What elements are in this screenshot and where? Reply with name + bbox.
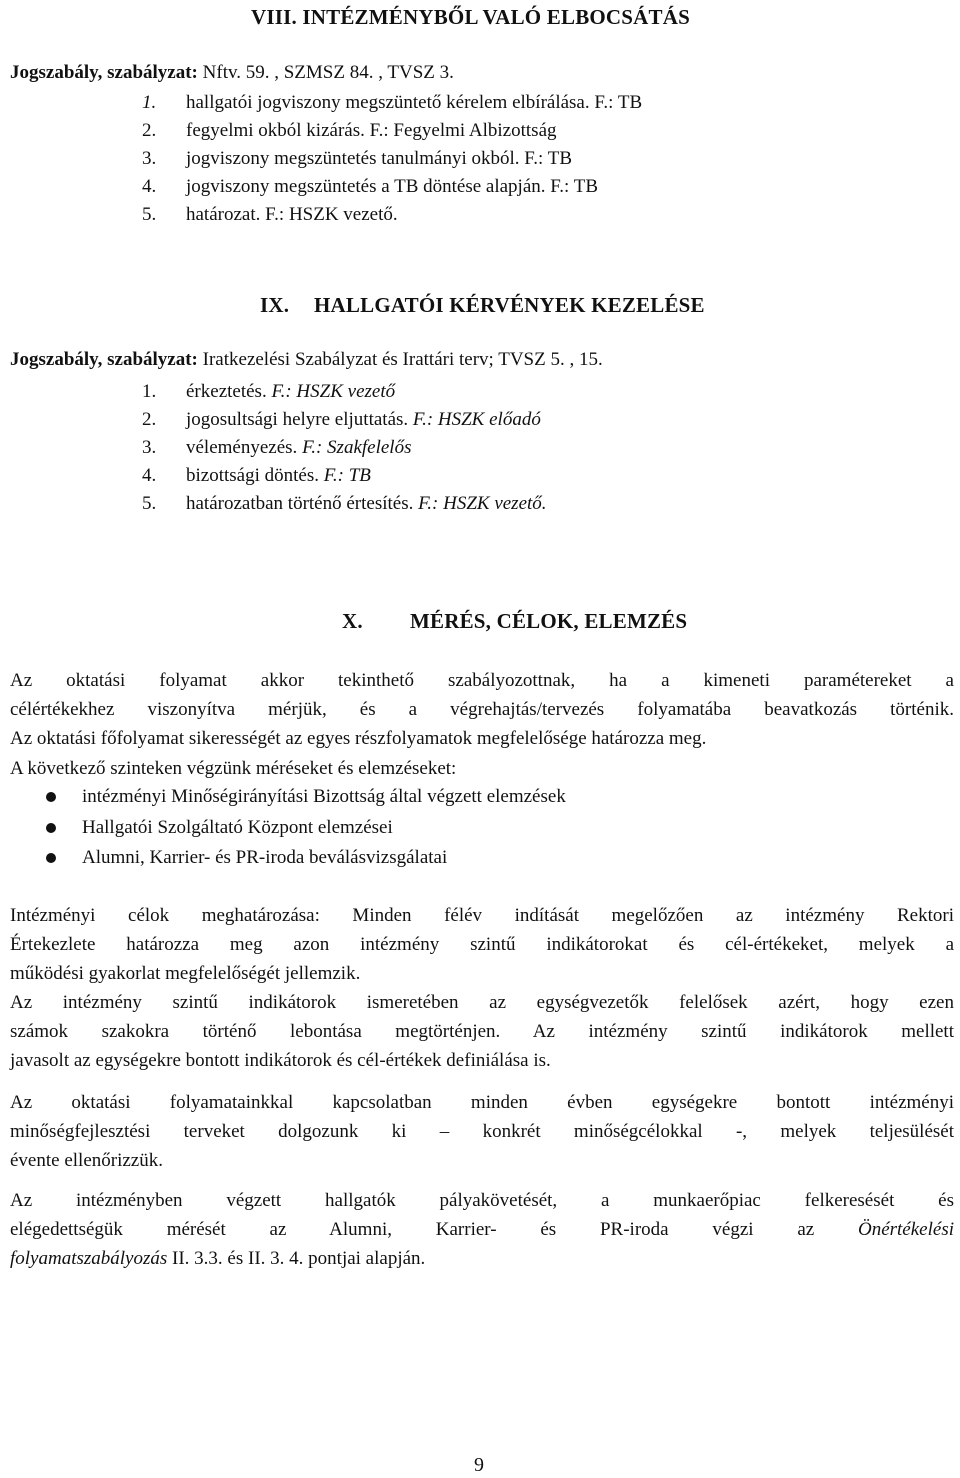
section-8-title: VIII. INTÉZMÉNYBŐL VALÓ ELBOCSÁTÁS bbox=[251, 5, 690, 29]
list-item: 3. jogviszony megszüntetés tanulmányi okból. F.: TB bbox=[142, 148, 573, 169]
section-10-title: X. MÉRÉS, CÉLOK, ELEMZÉS bbox=[342, 609, 688, 633]
law-text: Nftv. 59. , SZMSZ 84. , TVSZ 3. bbox=[197, 62, 454, 83]
section-9-law-line bbox=[10, 347, 603, 373]
list-item: 2. jogosultsági helyre eljuttatás. F.: HSZK előadó bbox=[142, 409, 541, 430]
list-item: 1. hallgatói jogviszony megszüntető kérelem elbírálása. F.: TB bbox=[142, 92, 643, 113]
page-number: 9 bbox=[474, 1454, 484, 1476]
bullet-icon bbox=[46, 823, 56, 833]
section-9-title: IX. HALLGATÓI KÉRVÉNYEK KEZELÉSE bbox=[260, 293, 705, 317]
list-item: 5. határozat. F.: HSZK vezető. bbox=[142, 204, 398, 225]
bullet-icon bbox=[46, 792, 56, 802]
law-label: Jogszabály, szabályzat: bbox=[10, 62, 198, 83]
law-text: Iratkezelési Szabályzat és Irattári terv; TVSZ 5. , 15. bbox=[197, 349, 603, 370]
list-item: 4. jogviszony megszüntetés a TB döntése alapján. F.: TB bbox=[142, 176, 599, 197]
bullet-icon bbox=[46, 853, 56, 863]
list-item: 4. bizottsági döntés. F.: TB bbox=[142, 465, 371, 486]
list-item: 3. véleményezés. F.: Szakfelelős bbox=[142, 437, 412, 458]
list-item: 1. érkeztetés. F.: HSZK vezető bbox=[142, 381, 396, 402]
list-item: 2. fegyelmi okból kizárás. F.: Fegyelmi Albizottság bbox=[142, 120, 557, 141]
law-label: Jogszabály, szabályzat: bbox=[10, 349, 198, 370]
section-8-law-line bbox=[10, 60, 454, 86]
list-item: 5. határozatban történő értesítés. F.: HSZK vezető. bbox=[142, 493, 547, 514]
